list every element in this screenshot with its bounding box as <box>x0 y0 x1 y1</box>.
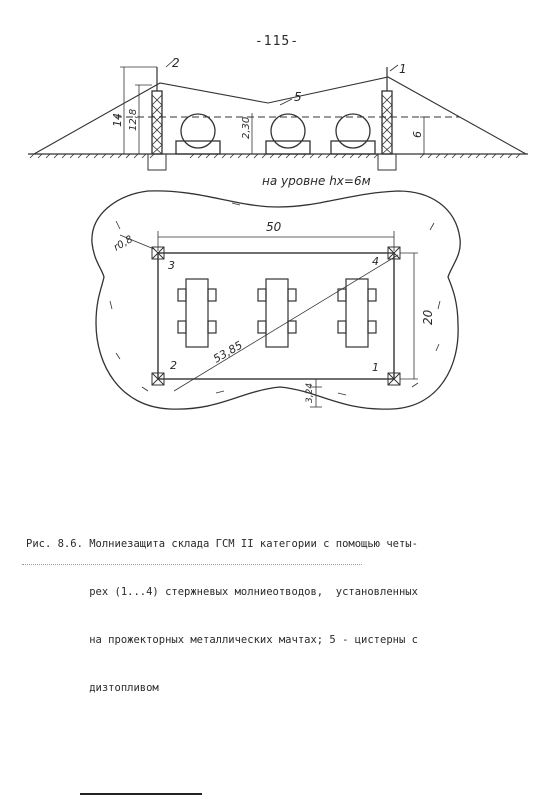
width-50-label: 50 <box>266 220 282 234</box>
figure-caption <box>26 472 536 744</box>
storage-area <box>158 253 394 379</box>
side-elevation <box>28 59 528 170</box>
dim-6-label: 6 <box>411 131 424 138</box>
lightning-protection-figure <box>20 55 534 465</box>
dim-2-30-label: 2,30 <box>241 116 252 139</box>
tank-5-label: 5 <box>294 90 302 104</box>
corner-3-label: 3 <box>168 259 175 272</box>
caption-line: рех (1...4) стержневых молниеотводов, установленных <box>26 586 418 598</box>
mast-2 <box>148 59 175 170</box>
dim-12-8-label: 12,8 <box>128 108 139 131</box>
dim-14-label: 14 <box>111 113 124 127</box>
plan-tanks <box>178 279 376 347</box>
mast-1-label: 1 <box>399 62 407 76</box>
caption-line: Рис. 8.6. Молниезащита склада ГСМ II категории с помощью четы- <box>26 538 418 550</box>
fuel-tanks <box>176 114 375 154</box>
corner-masts <box>152 247 400 385</box>
mast-2-label: 2 <box>172 56 180 70</box>
corner-1-label: 1 <box>372 361 379 374</box>
footnote-rule <box>80 793 202 795</box>
level-label: на уровне hx=6м <box>262 174 371 188</box>
figure-drawing <box>20 55 534 465</box>
radius-label: r0,8 <box>112 234 135 254</box>
caption-line: дизтопливом <box>26 682 159 694</box>
corner-2-label: 2 <box>170 359 177 372</box>
caption-line: на прожекторных металлических мачтах; 5 - цистерны с <box>26 634 418 646</box>
height-20-label: 20 <box>421 309 435 325</box>
corner-4-label: 4 <box>372 255 379 268</box>
diagonal-label: 53,85 <box>211 338 245 366</box>
gap-label: 3,24 <box>305 382 315 403</box>
scan-edge <box>22 564 362 569</box>
page-number: -115- <box>254 34 300 49</box>
